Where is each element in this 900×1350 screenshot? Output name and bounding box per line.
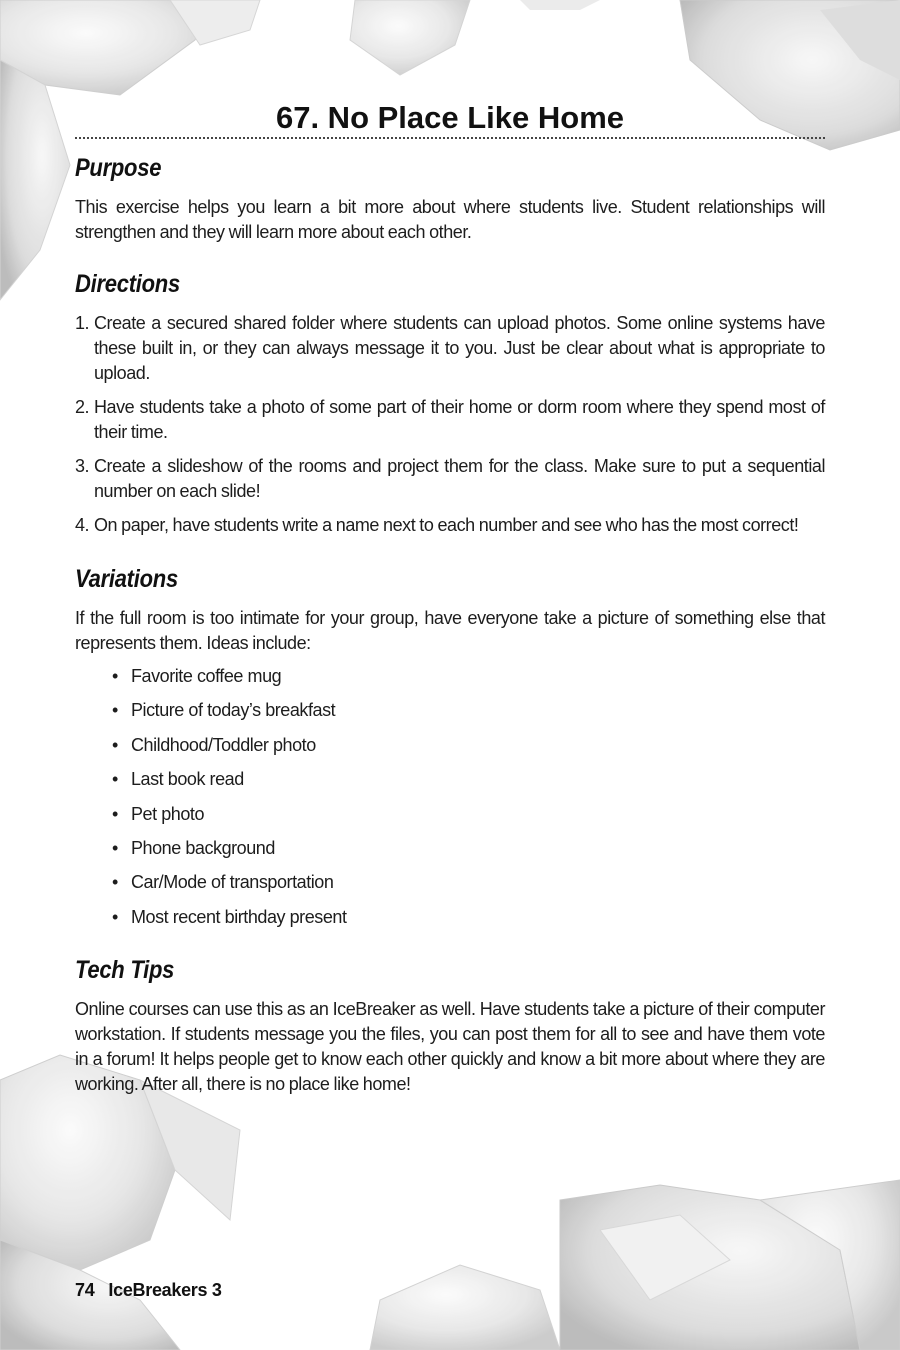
list-item-text: Phone background: [131, 837, 275, 858]
page-number: 74: [75, 1280, 95, 1300]
directions-item: [75, 311, 825, 386]
bullet-icon: •: [112, 906, 118, 927]
bullet-icon: •: [112, 734, 118, 755]
page-title: 67. No Place Like Home: [275, 100, 625, 135]
bullet-icon: •: [112, 837, 118, 858]
directions-item-text: On paper, have students write a name next to each number and see who has the most correct!: [94, 515, 799, 535]
variations-heading: Variations: [75, 565, 178, 593]
directions-item-number: 2.: [75, 397, 90, 417]
bullet-icon: •: [112, 872, 118, 893]
list-item-text: Last book read: [131, 769, 244, 790]
bullet-icon: •: [112, 666, 118, 686]
list-item: [112, 664, 347, 698]
list-item-text: Childhood/Toddler photo: [131, 734, 316, 755]
directions-item: [75, 454, 825, 504]
list-item-text: Car/Mode of transportation: [131, 872, 334, 893]
title-dotted-rule: [75, 137, 825, 139]
tech-tips-heading: Tech Tips: [75, 956, 175, 984]
purpose-text: This exercise helps you learn a bit more about where students live. Student relationships will strengthen and they will learn more about each other.: [75, 197, 825, 242]
directions-list: [75, 311, 825, 538]
variations-list: [112, 664, 347, 939]
list-item: [112, 870, 347, 904]
list-item-text: Pet photo: [131, 803, 205, 824]
directions-item-number: 1.: [75, 313, 90, 333]
variations-intro: If the full room is too intimate for your group, have everyone take a picture of something else that represents them. Ideas include:: [75, 608, 825, 653]
list-item: [112, 733, 347, 767]
purpose-heading: Purpose: [75, 154, 162, 182]
directions-item-text: Have students take a photo of some part of their home or dorm room where they spend most of their time.: [94, 397, 825, 442]
tech-tips-text: Online courses can use this as an IceBreaker as well. Have students take a picture of their computer workstation. If students message you the files, you can post them for all to see and have them vote in a forum! It helps people get to know each other quickly and know a bit more about where they are working. After all, there is no place like home!: [75, 999, 825, 1094]
bullet-icon: •: [112, 700, 118, 721]
book-title: IceBreakers 3: [108, 1280, 222, 1300]
directions-heading: Directions: [75, 270, 180, 298]
list-item-text: Favorite coffee mug: [131, 666, 282, 686]
list-item: [112, 698, 347, 732]
list-item-text: Picture of today’s breakfast: [131, 700, 336, 721]
directions-item-text: Create a secured shared folder where students can upload photos. Some online systems have these built in, or they can always message it to you. Just be clear about what is appropriate to upload.: [94, 313, 825, 383]
bullet-icon: •: [112, 769, 118, 790]
list-item: [112, 905, 347, 939]
bullet-icon: •: [112, 803, 118, 824]
list-item: [112, 802, 347, 836]
directions-item: [75, 395, 825, 445]
page-footer: [75, 1280, 222, 1301]
list-item: [112, 836, 347, 870]
list-item-text: Most recent birthday present: [131, 906, 347, 927]
list-item: [112, 767, 347, 801]
directions-item: [75, 513, 825, 538]
directions-item-number: 4.: [75, 515, 90, 535]
directions-item-text: Create a slideshow of the rooms and project them for the class. Make sure to put a sequential number on each slide!: [94, 456, 825, 501]
directions-item-number: 3.: [75, 456, 90, 476]
